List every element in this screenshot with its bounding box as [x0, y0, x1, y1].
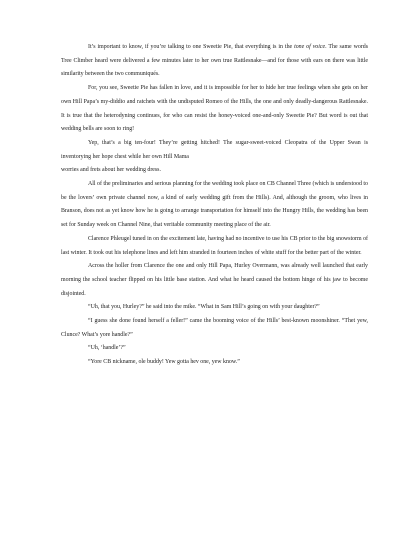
paragraph-10: “Yore CB nickname, ole buddy! Yew gotta hev one, yew know.” — [88, 359, 240, 366]
paragraph-7: “Uh, that you, Hurley?” he said into the mike. “What in Sam Hill’s going on with your daughter?” — [88, 304, 320, 311]
paragraph-5: Clarence Phleugel tuned in on the excitement late, having had no incentive to use his CB prior to the big snowstorm of last winter. It took out his telephone lines and left him stranded in fourteen inches of white stuff for the better part of the winter. — [61, 235, 368, 256]
paragraph-8: “I guess she done found herself a feller!” came the booming voice of the Hills’ best-known moonshiner. “Thet yew, Clunce? What’s yore handle?” — [61, 318, 368, 338]
paragraph-3-continuation: worries and frets about her wedding dress. — [61, 167, 161, 174]
paragraph-1-text-start: It’s important to know, if you’re talking to one Sweetie Pie, that everything is in the — [88, 44, 295, 50]
paragraph-4: All of the preliminaries and serious planning for the wedding took place on CB Channel Three (which is understood to be the lovers’ own private channel now, a kind of early wedding gift from the Hills). And, although the groom, who lives in Branson, does not as yet know how he is going to arrange transportation for himself into the Hungry Hills, the wedding has been set for Sunday week on Channel Nine, that veritable community meeting place of the air. — [61, 181, 368, 229]
paragraph-6: Across the holler from Clarence the one and only Hill Papa, Hurley Overmann, was already well launched that early morning the school teacher flipped on his little base station. And what he heard caused the bottom hinge of his jaw to become disjointed. — [61, 263, 368, 297]
paragraph-1 — [61, 41, 368, 82]
paragraph-9: “Uh, ‘handle’?” — [88, 345, 126, 352]
paragraph-1-emphasis: tone of voice — [294, 44, 326, 50]
paragraph-3: Yep, that’s a big ten-four! They’re getting hitched! The sugar-sweet-voiced Cleopatra of the Upper Swan is inventorying her hope chest while her own Hill Mama — [61, 139, 368, 160]
paragraph-2: For, you see, Sweetie Pie has fallen in love, and it is impossible for her to hide her true feelings when she gets on her own Hill Papa’s my-diddio and ratchets with the undisputed Romeo of the Hills, the one and only deadly-dangerous Rattlesnake. It is true that the heterodyning continues, for who can resist the honey-voiced one-and-only Sweetie Pie? But word is out that wedding bells are soon to ring! — [61, 85, 368, 133]
paragraph-1-text-end: . The same words Tree Climber heard were delivered a few minutes later to her own true Rattlesnake—and for those with ears on there was little similarity between the two communiqués. — [61, 44, 368, 78]
